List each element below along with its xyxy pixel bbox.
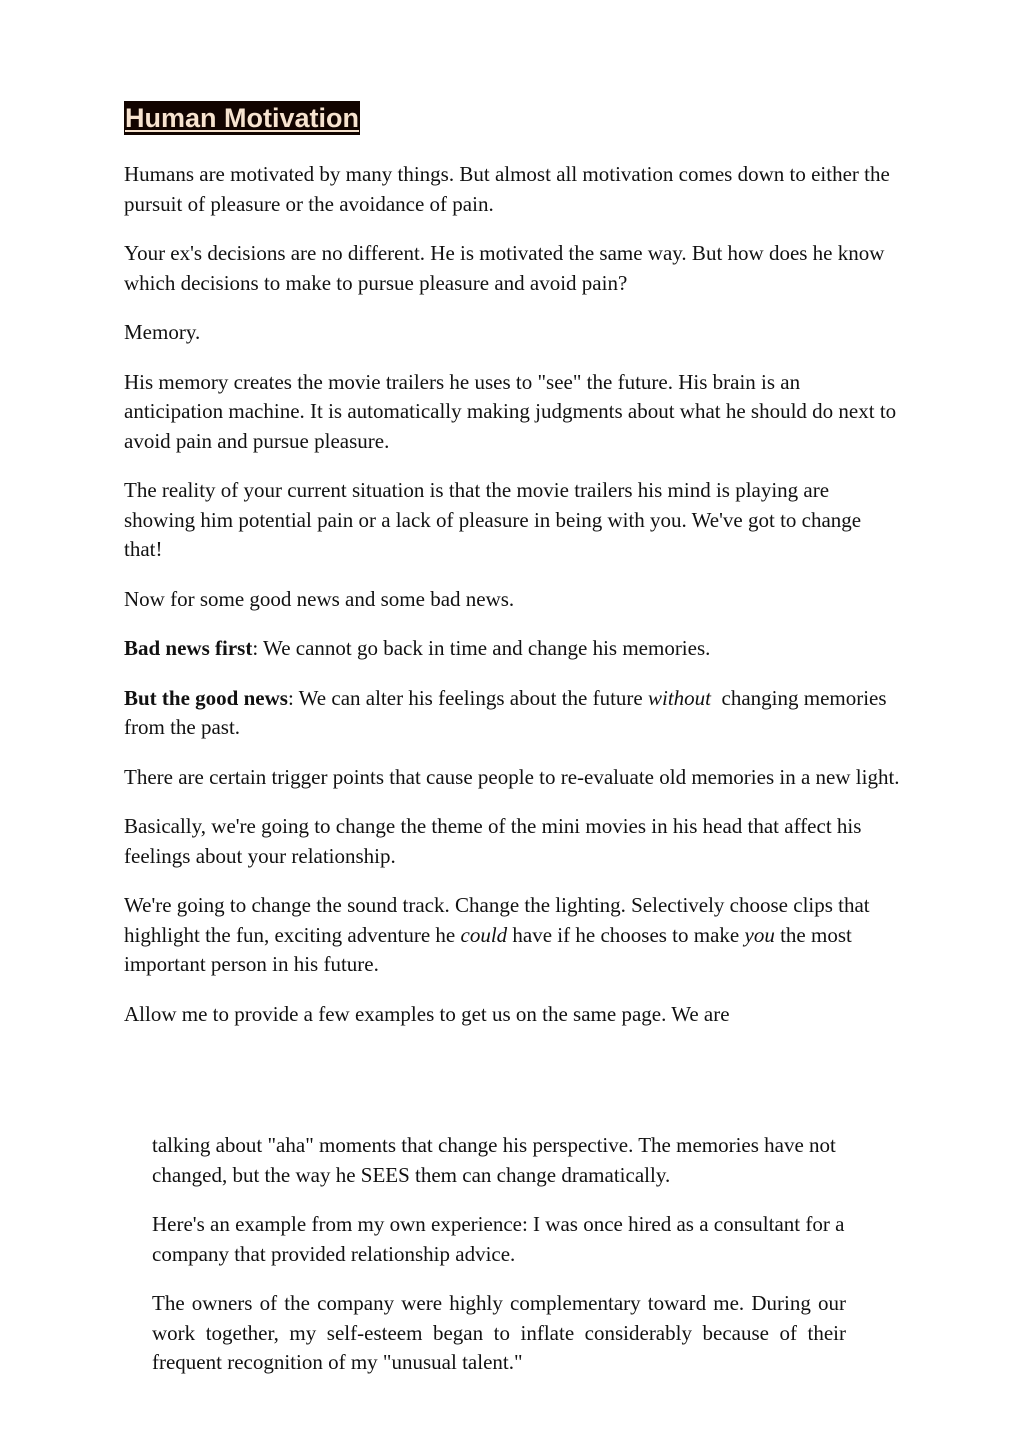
document-title: Human Motivation xyxy=(125,103,359,133)
body-section-2 xyxy=(152,1131,846,1398)
bold-phrase: Bad news first xyxy=(124,636,253,660)
text-span: : We can alter his feelings about the future xyxy=(287,685,648,710)
body-section-1 xyxy=(124,160,904,1049)
text-span: have if he chooses to make xyxy=(507,922,745,947)
italic-phrase: you xyxy=(744,922,775,947)
paragraph: talking about "aha" moments that change his perspective. The memories have not changed, but the way he SEES them can change dramatically. xyxy=(152,1133,836,1187)
paragraph xyxy=(124,634,904,664)
text-span: the most important person in his future. xyxy=(124,922,852,976)
text-span: changing memories from the past. xyxy=(124,685,892,739)
paragraph: Memory. xyxy=(124,320,201,344)
paragraph: Here's an example from my own experience: I was once hired as a consultant for a company that provided relationship advice. xyxy=(152,1212,845,1266)
text-span: We're going to change the sound track. Change the lighting. Selectively choose clips that highlight the fun, exciting adventure he xyxy=(124,893,870,947)
paragraph: Your ex's decisions are no different. He is motivated the same way. But how does he know which decisions to make to pursue pleasure and avoid pain? xyxy=(124,241,885,295)
italic-phrase: without xyxy=(648,685,712,710)
paragraph xyxy=(124,891,904,980)
paragraph: Now for some good news and some bad news. xyxy=(124,586,515,611)
paragraph: Basically, we're going to change the theme of the mini movies in his head that affect his feelings about your relationship. xyxy=(124,814,862,868)
paragraph: Humans are motivated by many things. But almost all motivation comes down to either the pursuit of pleasure or the avoidance of pain. xyxy=(124,162,890,216)
paragraph: The owners of the company were highly complementary toward me. During our work together, my self-esteem began to inflate considerably because of their frequent recognition of my "unusual talent." xyxy=(152,1291,846,1374)
paragraph xyxy=(124,684,904,743)
paragraph: The reality of your current situation is that the movie trailers his mind is playing are showing him potential pain or a lack of pleasure in being with you. We've got to change that! xyxy=(124,478,862,561)
italic-phrase: could xyxy=(460,922,508,947)
bold-phrase: But the good news xyxy=(124,685,288,710)
paragraph: Allow me to provide a few examples to get us on the same page. We are xyxy=(124,1001,730,1026)
text-span: : We cannot go back in time and change his memories. xyxy=(252,636,711,660)
paragraph: There are certain trigger points that cause people to re-evaluate old memories in a new light. xyxy=(124,764,900,789)
paragraph: His memory creates the movie trailers he uses to "see" the future. His brain is an anticipation machine. It is automatically making judgments about what he should do next to avoid pain and pursue pleasure. xyxy=(124,369,897,453)
